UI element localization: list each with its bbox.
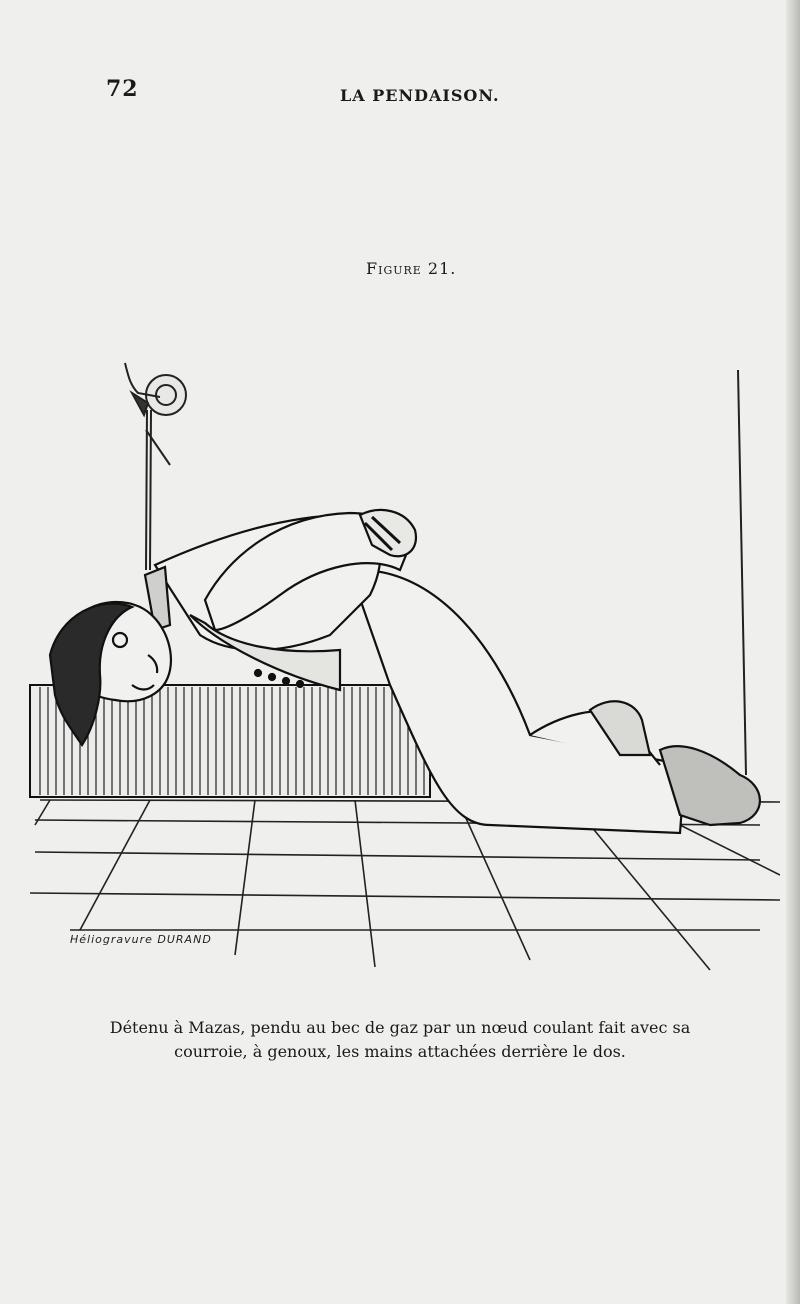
wall-corner-line [738, 370, 746, 775]
figure-caption [90, 1016, 710, 1064]
hanging-strap [146, 410, 170, 570]
running-head: LA PENDAISON. [340, 86, 500, 105]
page-number: 72 [106, 76, 139, 102]
figure-label: Figure 21. [366, 259, 457, 278]
engraver-credit: Héliogravure DURAND [70, 933, 212, 946]
gas-bracket [125, 363, 186, 415]
engraving-illustration [20, 355, 780, 975]
caption-line-1: Détenu à Mazas, pendu au bec de gaz par un nœud coulant fait avec sa [109, 1018, 691, 1037]
caption-line-2: courroie, à genoux, les mains attachées derrière le dos. [174, 1042, 626, 1061]
book-spine-shadow [786, 0, 800, 1304]
